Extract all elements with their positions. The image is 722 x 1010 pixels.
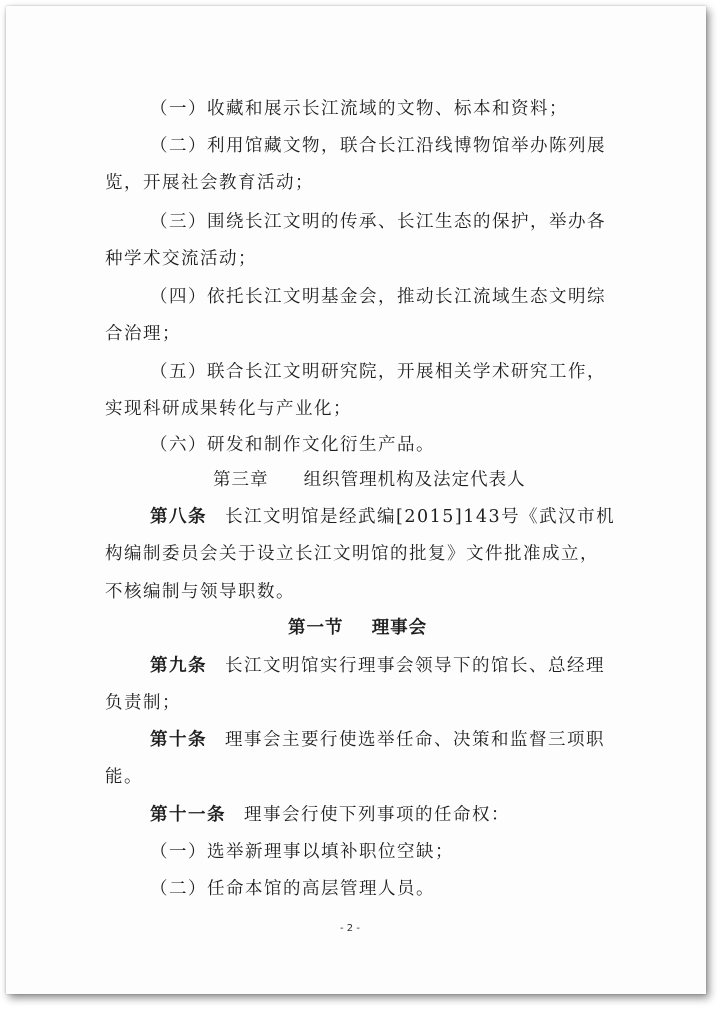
section-number: 第一节 xyxy=(288,618,344,638)
item-5-line-2: 实现科研成果转化与产业化； xyxy=(105,399,352,419)
chapter-number: 第三章 xyxy=(213,470,269,490)
chapter-title: 组织管理机构及法定代表人 xyxy=(303,470,526,490)
article-10-line-1 xyxy=(150,728,605,752)
item-4-line-1: （四）依托长江文明基金会，推动长江流域生态文明综 xyxy=(150,287,606,307)
article-8-text-1: 长江文明馆是经武编[2015]143号《武汉市机 xyxy=(225,507,616,527)
article-9-line-1 xyxy=(150,654,605,678)
article-9-label: 第九条 xyxy=(150,656,207,676)
article-9-line-2: 负责制； xyxy=(105,693,181,713)
item-1: （一）收藏和展示长江流域的文物、标本和资料； xyxy=(150,99,568,119)
article-11-label: 第十一条 xyxy=(150,805,226,825)
item-6: （六）研发和制作文化衍生产品。 xyxy=(150,435,435,455)
article-8-line-2: 构编制委员会关于设立长江文明馆的批复》文件批准成立， xyxy=(105,544,599,564)
article-11-text-1: 理事会行使下列事项的任命权： xyxy=(244,805,510,825)
article-9-text-1: 长江文明馆实行理事会领导下的馆长、总经理 xyxy=(225,656,605,676)
article-11-line-1 xyxy=(150,803,510,827)
article-11-item-2: （二）任命本馆的高层管理人员。 xyxy=(150,879,435,899)
item-2-line-1: （二）利用馆藏文物，联合长江沿线博物馆举办陈列展 xyxy=(150,136,606,156)
chapter-heading xyxy=(213,468,526,492)
item-4-line-2: 合治理； xyxy=(105,324,181,344)
item-2-line-2: 览，开展社会教育活动； xyxy=(105,173,314,193)
article-10-label: 第十条 xyxy=(150,730,207,750)
article-10-line-2: 能。 xyxy=(105,767,143,787)
article-8-line-3: 不核编制与领导职数。 xyxy=(105,582,295,602)
item-5-line-1: （五）联合长江文明研究院，开展相关学术研究工作， xyxy=(150,362,606,382)
item-3-line-2: 种学术交流活动； xyxy=(105,249,257,269)
article-8-line-1 xyxy=(150,505,615,529)
section-heading xyxy=(288,616,427,640)
item-3-line-1: （三）围绕长江文明的传承、长江生态的保护，举办各 xyxy=(150,212,606,232)
article-10-text-1: 理事会主要行使选举任命、决策和监督三项职 xyxy=(225,730,605,750)
page-number: - 2 - xyxy=(340,923,360,934)
section-title: 理事会 xyxy=(371,618,428,638)
article-11-item-1: （一）选举新理事以填补职位空缺； xyxy=(150,842,454,862)
article-8-label: 第八条 xyxy=(150,507,207,527)
